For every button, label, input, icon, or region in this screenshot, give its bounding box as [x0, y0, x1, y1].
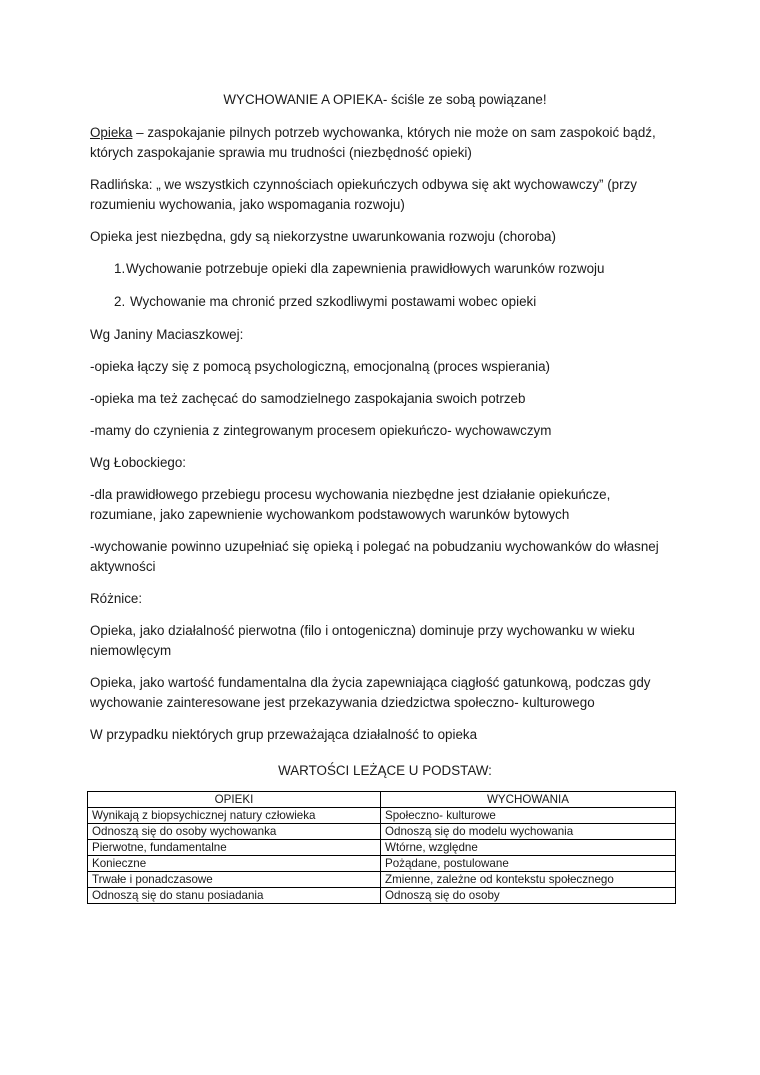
opieka-niezbedna-paragraph: Opieka jest niezbędna, gdy są niekorzystne uwarunkowania rozwoju (choroba) — [90, 229, 556, 244]
definition-term: Opieka — [90, 125, 133, 140]
maciaszkowa-point: -mamy do czynienia z zintegrowanym procesem opiekuńczo- wychowawczym — [90, 423, 552, 438]
roznice-point: W przypadku niektórych grup przeważająca działalność to opieka — [90, 727, 478, 742]
table-cell: Zmienne, zależne od kontekstu społecznego — [381, 872, 676, 888]
lobocki-point: -dla prawidłowego przebiegu procesu wychowania niezbędne jest działanie opiekuńcze, rozumiane, jako zapewnienie wychowankom podstawowych warunków bytowych — [90, 487, 611, 522]
table-header-row — [88, 792, 676, 808]
table-cell: Pożądane, postulowane — [381, 856, 676, 872]
table-cell: Odnoszą się do modelu wychowania — [381, 824, 676, 840]
table-row — [88, 872, 676, 888]
document-page — [90, 90, 680, 904]
table-cell: Konieczne — [88, 856, 381, 872]
lobocki-point: -wychowanie powinno uzupełniać się opieką i polegać na pobudzaniu wychowanków do własnej aktywności — [90, 539, 659, 574]
table-row — [88, 856, 676, 872]
table-cell: Odnoszą się do osoby — [381, 888, 676, 904]
definition-paragraph — [90, 123, 680, 163]
table-cell: Społeczno- kulturowe — [381, 808, 676, 824]
lobocki-heading: Wg Łobockiego: — [90, 455, 187, 470]
maciaszkowa-point: -opieka ma też zachęcać do samodzielnego zaspokajania swoich potrzeb — [90, 391, 526, 406]
table-cell: Pierwotne, fundamentalne — [88, 840, 381, 856]
table-title: WARTOŚCI LEŻĄCE U PODSTAW: — [278, 763, 492, 778]
table-cell: Wtórne, względne — [381, 840, 676, 856]
list-item-number: 1. — [114, 261, 126, 276]
table-row — [88, 808, 676, 824]
table-cell: Trwałe i ponadczasowe — [88, 872, 381, 888]
table-cell: Odnoszą się do stanu posiadania — [88, 888, 381, 904]
roznice-point: Opieka, jako działalność pierwotna (filo i ontogeniczna) dominuje przy wychowanku w wieku niemowlęcym — [90, 623, 635, 658]
radlinska-paragraph: Radlińska: „ we wszystkich czynnościach opiekuńczych odbywa się akt wychowawczy” (przy rozumieniu wychowania, jako wspomagania rozwoju) — [90, 177, 637, 212]
list-item — [90, 292, 680, 312]
list-item-text: Wychowanie ma chronić przed szkodliwymi postawami wobec opieki — [130, 294, 537, 309]
table-row — [88, 888, 676, 904]
roznice-heading: Różnice: — [90, 591, 143, 606]
column-header-wychowania: WYCHOWANIA — [381, 792, 676, 808]
table-cell: Odnoszą się do osoby wychowanka — [88, 824, 381, 840]
maciaszkowa-heading: Wg Janiny Maciaszkowej: — [90, 327, 244, 342]
values-table — [87, 791, 676, 904]
column-header-opieki: OPIEKI — [88, 792, 381, 808]
definition-text: – zaspokajanie pilnych potrzeb wychowanka, których nie może on sam zaspokoić bądź, których zaspokajanie sprawia mu trudności (niezbędność opieki) — [90, 125, 656, 160]
maciaszkowa-point: -opieka łączy się z pomocą psychologiczną, emocjonalną (proces wspierania) — [90, 359, 550, 374]
list-item — [90, 259, 680, 279]
table-row — [88, 824, 676, 840]
table-row — [88, 840, 676, 856]
page-title: WYCHOWANIE A OPIEKA- ściśle ze sobą powiązane! — [223, 92, 547, 107]
list-item-number: 2. — [114, 294, 126, 309]
table-cell: Wynikają z biopsychicznej natury człowieka — [88, 808, 381, 824]
roznice-point: Opieka, jako wartość fundamentalna dla życia zapewniająca ciągłość gatunkową, podczas gdy wychowanie zainteresowane jest przekazywania dziedzictwa społeczno- kulturowego — [90, 675, 651, 710]
list-item-text: Wychowanie potrzebuje opieki dla zapewnienia prawidłowych warunków rozwoju — [126, 261, 605, 276]
